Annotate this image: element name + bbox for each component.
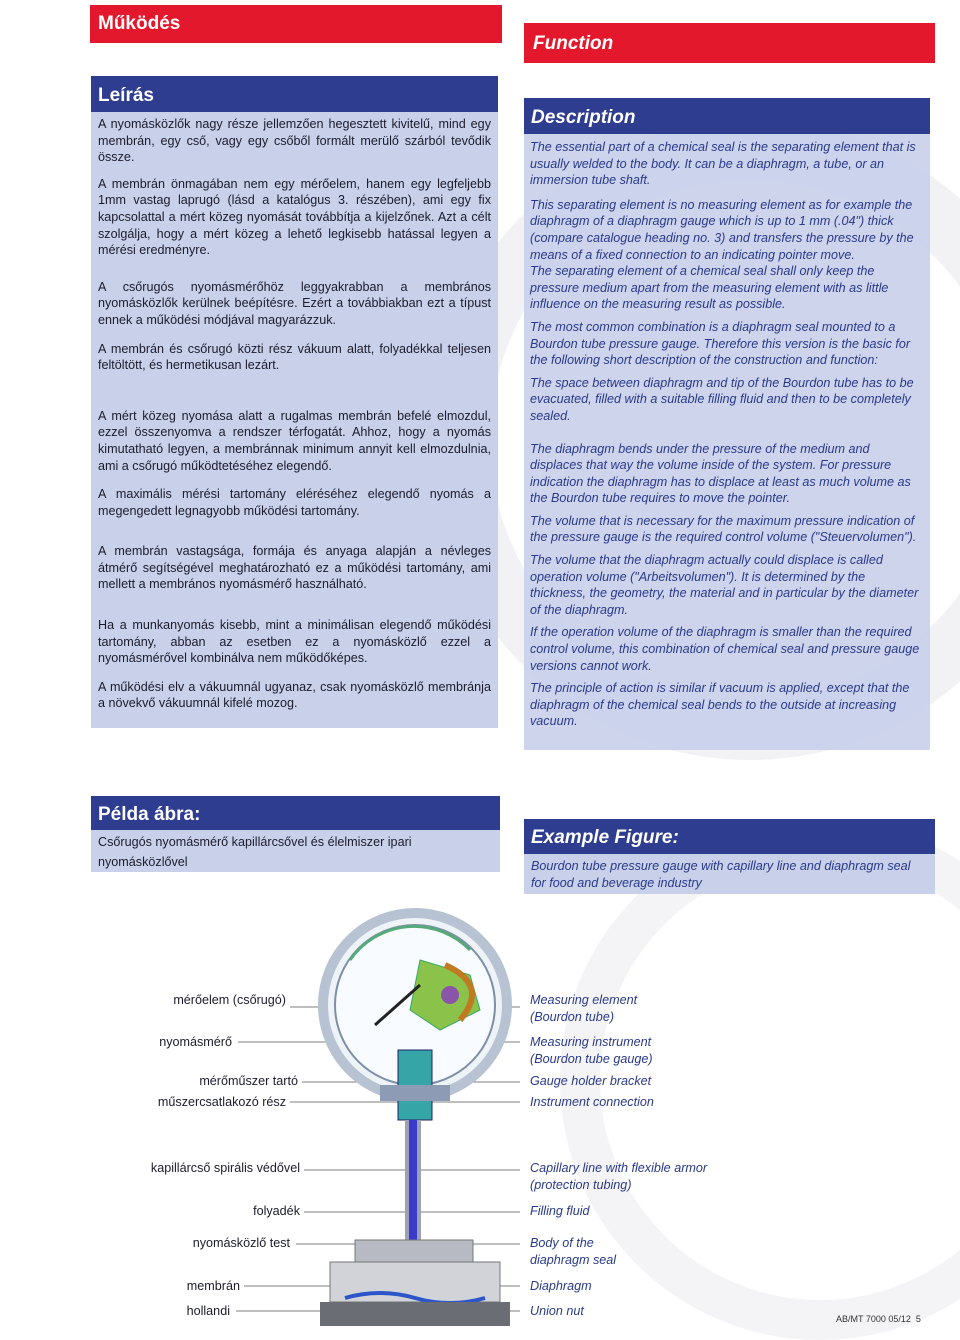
section-title-en: Function bbox=[524, 23, 935, 63]
example-caption-hu: Csőrugós nyomásmérő kapillárcsővel és élelmiszer ipari nyomásközlővel bbox=[91, 830, 500, 872]
label-en-bracket: Gauge holder bracket bbox=[530, 1074, 652, 1088]
en-paragraph-9: If the operation volume of the diaphragm is smaller than the required control volume, this combination of chemical seal and pressure gauge versions cannot work. bbox=[530, 625, 920, 673]
hu-paragraph-6: A maximális mérési tartomány eléréséhez elegendő nyomás a megengedett legnagyobb működési tartomány. bbox=[98, 487, 491, 518]
label-en-diaphragm: Diaphragm bbox=[530, 1279, 592, 1293]
en-paragraph-6: The diaphragm bends under the pressure of the medium and displaces that way the volume inside of the system. For pressure indication the diaphragm has to displace at least as much volume as the Bourdon tube requires to move the pointer. bbox=[530, 441, 911, 506]
hu-paragraph-2: A membrán önmagában nem egy mérőelem, hanem egy legfeljebb 1mm vastag laprugó (lásd a katalógus 3. részében), ami egy fix kapcsolattal a mért közeg nyomását továbbítja a kijelzőnek. Azt a célt szolgálja, hogy a mért közeg a lehető legkisebb hatással legyen a mérési eredményre. bbox=[98, 176, 491, 258]
label-en-seal-body: Body of the diaphragm seal bbox=[530, 1236, 617, 1267]
label-hu-bracket: mérőműszer tartó bbox=[199, 1074, 298, 1088]
desc-title-en: Description bbox=[524, 98, 930, 134]
en-paragraph-10: The principle of action is similar if vacuum is applied, except that the diaphragm of the chemical seal bends to the outside at increasing vacuum. bbox=[530, 681, 910, 729]
label-en-measuring-element: Measuring element (Bourdon tube) bbox=[530, 993, 638, 1024]
en-paragraph-2: This separating element is no measuring element as for example the diaphragm of a diaphragm gauge which is up to 1 mm (.04") thick (compare catalogue heading no. 3) and transfers the pressure by the means of a fixed connection to an indicating pointer move. bbox=[530, 197, 914, 262]
en-paragraph-5: The space between diaphragm and tip of the Bourdon tube has to be evacuated, filled with a suitable filling fluid and then to be completely sealed. bbox=[530, 375, 914, 423]
label-hu-capillary: kapillárcső spirális védővel bbox=[150, 1161, 300, 1175]
desc-panel-hu bbox=[91, 112, 498, 728]
label-hu-seal-body: nyomásközlő test bbox=[192, 1236, 290, 1250]
desc-panel-en bbox=[524, 134, 930, 750]
hu-paragraph-4: A membrán és csőrugó közti rész vákuum alatt, folyadékkal teljesen feltöltött, és hermetikusan lezárt. bbox=[98, 341, 491, 373]
hu-paragraph-1: A nyomásközlők nagy része jellemzően hegesztett kivitelű, mind egy membrán, egy cső, vagy egy csőből formált merülő szárból tevődik össze. bbox=[98, 117, 491, 165]
example-title-en: Example Figure: bbox=[524, 819, 935, 854]
example-title-hu: Példa ábra: bbox=[91, 796, 500, 830]
hu-paragraph-5: A mért közeg nyomása alatt a rugalmas membrán befelé elmozdul, ezzel összenyomva a rendszer térfogatát. Ahhoz, hogy a nyomás kimutatható legyen, a membránnak minimum annyit kell elmozdulnia, ami a csőrugó működtetéséhez elegendő. bbox=[98, 408, 491, 473]
en-paragraph-7: The volume that is necessary for the maximum pressure indication of the pressure gauge is the required control volume ("Steuervolumen"). bbox=[530, 513, 917, 545]
label-en-union-nut: Union nut bbox=[530, 1304, 584, 1318]
label-hu-connection: műszercsatlakozó rész bbox=[157, 1095, 286, 1109]
section-title-hu: Működés bbox=[90, 5, 502, 43]
label-en-capillary: Capillary line with flexible armor (protection tubing) bbox=[530, 1161, 708, 1192]
label-en-fluid: Filling fluid bbox=[530, 1204, 590, 1218]
hu-paragraph-3: A csőrugós nyomásmérőhöz leggyakrabban a membrános nyomásközlők kerülnek beépítésre. Ezért a továbbiakban ezt a típust ennek a működési módjával magyarázzuk. bbox=[98, 279, 491, 327]
label-hu-measuring-element: mérőelem (csőrugó) bbox=[173, 993, 286, 1007]
label-hu-instrument: nyomásmérő bbox=[159, 1035, 232, 1049]
label-hu-union-nut: hollandi bbox=[186, 1304, 230, 1318]
label-en-connection: Instrument connection bbox=[530, 1095, 654, 1109]
desc-title-hu: Leírás bbox=[91, 76, 498, 112]
en-paragraph-1: The essential part of a chemical seal is the separating element that is usually welded to the body. It can be a diaphragm, a tube, or an immersion tube shaft. bbox=[530, 140, 916, 188]
hu-paragraph-7: A membrán vastagsága, formája és anyaga alapján a névleges átmérő segítségével meghatározható ez a működési tartomány, ami mellett a membrános nyomásmérő használható. bbox=[98, 544, 491, 592]
example-caption-en: Bourdon tube pressure gauge with capillary line and diaphragm seal for food and beverage industry bbox=[524, 854, 935, 894]
page-footer: AB/MT 7000 05/12 5 bbox=[836, 1314, 921, 1324]
hu-paragraph-9: A működési elv a vákuumnál ugyanaz, csak nyomásközlő membránja a növekvő vákuumnál kifelé mozog. bbox=[98, 679, 491, 711]
label-hu-fluid: folyadék bbox=[253, 1204, 300, 1218]
en-paragraph-8: The volume that the diaphragm actually could displace is called operation volume ("Arbeitsvolumen"). It is determined by the thickness, the geometry, the material and in particular by the diameter of the diaphragm. bbox=[530, 553, 919, 617]
en-paragraph-3: The separating element of a chemical seal shall only keep the pressure medium apart from the measuring element with as little influence on the measuring result as possible. bbox=[530, 264, 889, 312]
hu-paragraph-8: Ha a munkanyomás kisebb, mint a minimálisan elegendő működési tartomány, abban az esetben ez a nyomásközlő ezzel a nyomásmérővel kombinálva nem működőképes. bbox=[98, 618, 491, 666]
label-en-instrument: Measuring instrument (Bourdon tube gauge) bbox=[530, 1035, 653, 1066]
en-paragraph-4: The most common combination is a diaphragm seal mounted to a Bourdon tube pressure gauge. Therefore this version is the basic for the following short description of the construction and function: bbox=[530, 319, 911, 368]
label-hu-diaphragm: membrán bbox=[186, 1279, 240, 1293]
